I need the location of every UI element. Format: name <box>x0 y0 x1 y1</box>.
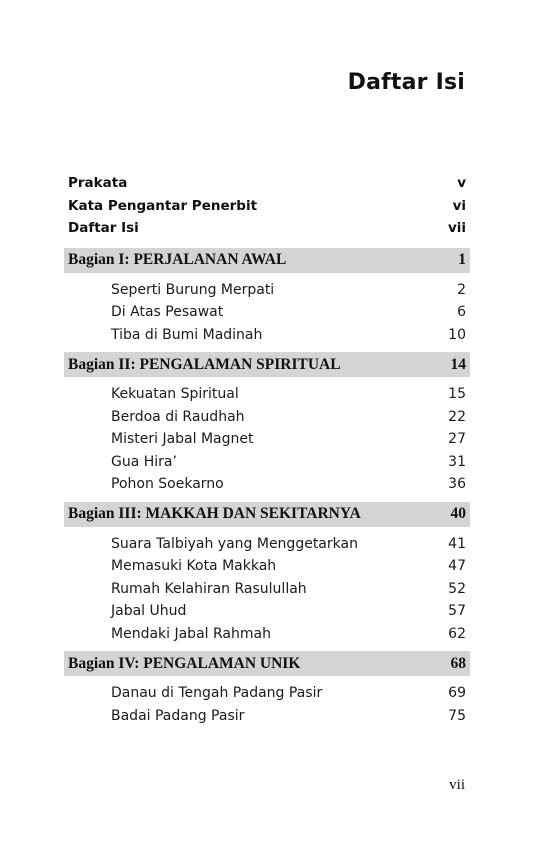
toc-section-row <box>111 555 466 578</box>
toc-part-header <box>64 248 470 273</box>
toc-entry-title: Daftar Isi <box>68 220 139 237</box>
toc-entry-title: Memasuki Kota Makkah <box>111 558 277 575</box>
toc-part-page: 40 <box>450 505 466 522</box>
toc-entry-title: Suara Talbiyah yang Menggetarkan <box>111 535 358 552</box>
toc-front-matter-row <box>64 195 470 218</box>
toc-section-list <box>64 676 470 733</box>
toc-entry-page: 69 <box>448 685 466 702</box>
toc-entry-page: v <box>457 175 466 192</box>
toc-part-page: 68 <box>450 654 466 672</box>
toc-entry-page: 27 <box>448 431 466 448</box>
toc-section-row <box>111 473 466 496</box>
toc-part-title: Bagian II: PENGALAMAN SPIRITUAL <box>68 355 341 373</box>
toc-section-list <box>64 527 470 652</box>
toc-section-row <box>111 623 466 646</box>
table-of-contents <box>64 172 470 733</box>
toc-section-row <box>111 682 466 705</box>
toc-entry-title: Seperti Burung Merpati <box>111 281 275 298</box>
toc-section-row <box>111 428 466 451</box>
toc-entry-title: Rumah Kelahiran Rasulullah <box>111 580 307 597</box>
toc-section-row <box>111 600 466 623</box>
toc-entry-title: Danau di Tengah Padang Pasir <box>111 685 323 702</box>
toc-entry-page: vi <box>452 197 466 214</box>
toc-entry-page: 22 <box>448 408 466 425</box>
toc-entry-title: Pohon Soekarno <box>111 476 224 493</box>
toc-section-row <box>111 301 466 324</box>
toc-section-row <box>111 533 466 556</box>
toc-entry-title: Berdoa di Raudhah <box>111 408 245 425</box>
toc-entry-page: 62 <box>448 625 466 642</box>
toc-part-title: Bagian III: MAKKAH DAN SEKITARNYA <box>68 505 361 522</box>
toc-entry-page: 15 <box>448 386 466 403</box>
toc-front-matter-row <box>64 172 470 195</box>
toc-section-row <box>111 406 466 429</box>
toc-entry-page: 2 <box>457 281 466 298</box>
page-number: vii <box>449 777 465 793</box>
toc-section-row <box>111 578 466 601</box>
toc-entry-page: 41 <box>448 535 466 552</box>
toc-entry-page: 6 <box>457 304 466 321</box>
toc-part-page: 1 <box>458 251 466 268</box>
toc-entry-page: 10 <box>448 326 466 343</box>
page-title: Daftar Isi <box>347 70 465 95</box>
toc-section-list <box>64 377 470 502</box>
toc-section-list <box>64 273 470 353</box>
toc-entry-page: 57 <box>448 603 466 620</box>
toc-part-header <box>64 352 470 377</box>
toc-entry-page: 75 <box>448 707 466 724</box>
toc-entry-title: Kekuatan Spiritual <box>111 386 239 403</box>
toc-entry-page: 36 <box>448 476 466 493</box>
toc-part-title: Bagian IV: PENGALAMAN UNIK <box>68 654 301 672</box>
toc-entry-title: Kata Pengantar Penerbit <box>68 197 258 214</box>
toc-entry-title: Tiba di Bumi Madinah <box>111 326 263 343</box>
toc-entry-title: Gua Hira’ <box>111 453 177 470</box>
toc-front-matter-row <box>64 217 470 240</box>
toc-entry-title: Di Atas Pesawat <box>111 304 224 321</box>
toc-entry-page: vii <box>447 220 466 237</box>
toc-entry-title: Misteri Jabal Magnet <box>111 431 254 448</box>
toc-entry-title: Badai Padang Pasir <box>111 707 245 724</box>
toc-entry-title: Mendaki Jabal Rahmah <box>111 625 271 642</box>
toc-part-header <box>64 502 470 527</box>
toc-section-row <box>111 279 466 302</box>
toc-section-row <box>111 383 466 406</box>
toc-entry-title: Jabal Uhud <box>111 603 187 620</box>
toc-section-row <box>111 705 466 728</box>
toc-entry-page: 52 <box>448 580 466 597</box>
toc-section-row <box>111 451 466 474</box>
toc-part-page: 14 <box>450 355 466 373</box>
toc-entry-page: 31 <box>448 453 466 470</box>
toc-part-title: Bagian I: PERJALANAN AWAL <box>68 251 287 268</box>
toc-entry-title: Prakata <box>68 175 128 192</box>
toc-part-header <box>64 651 470 676</box>
toc-entry-page: 47 <box>448 558 466 575</box>
toc-section-row <box>111 324 466 347</box>
